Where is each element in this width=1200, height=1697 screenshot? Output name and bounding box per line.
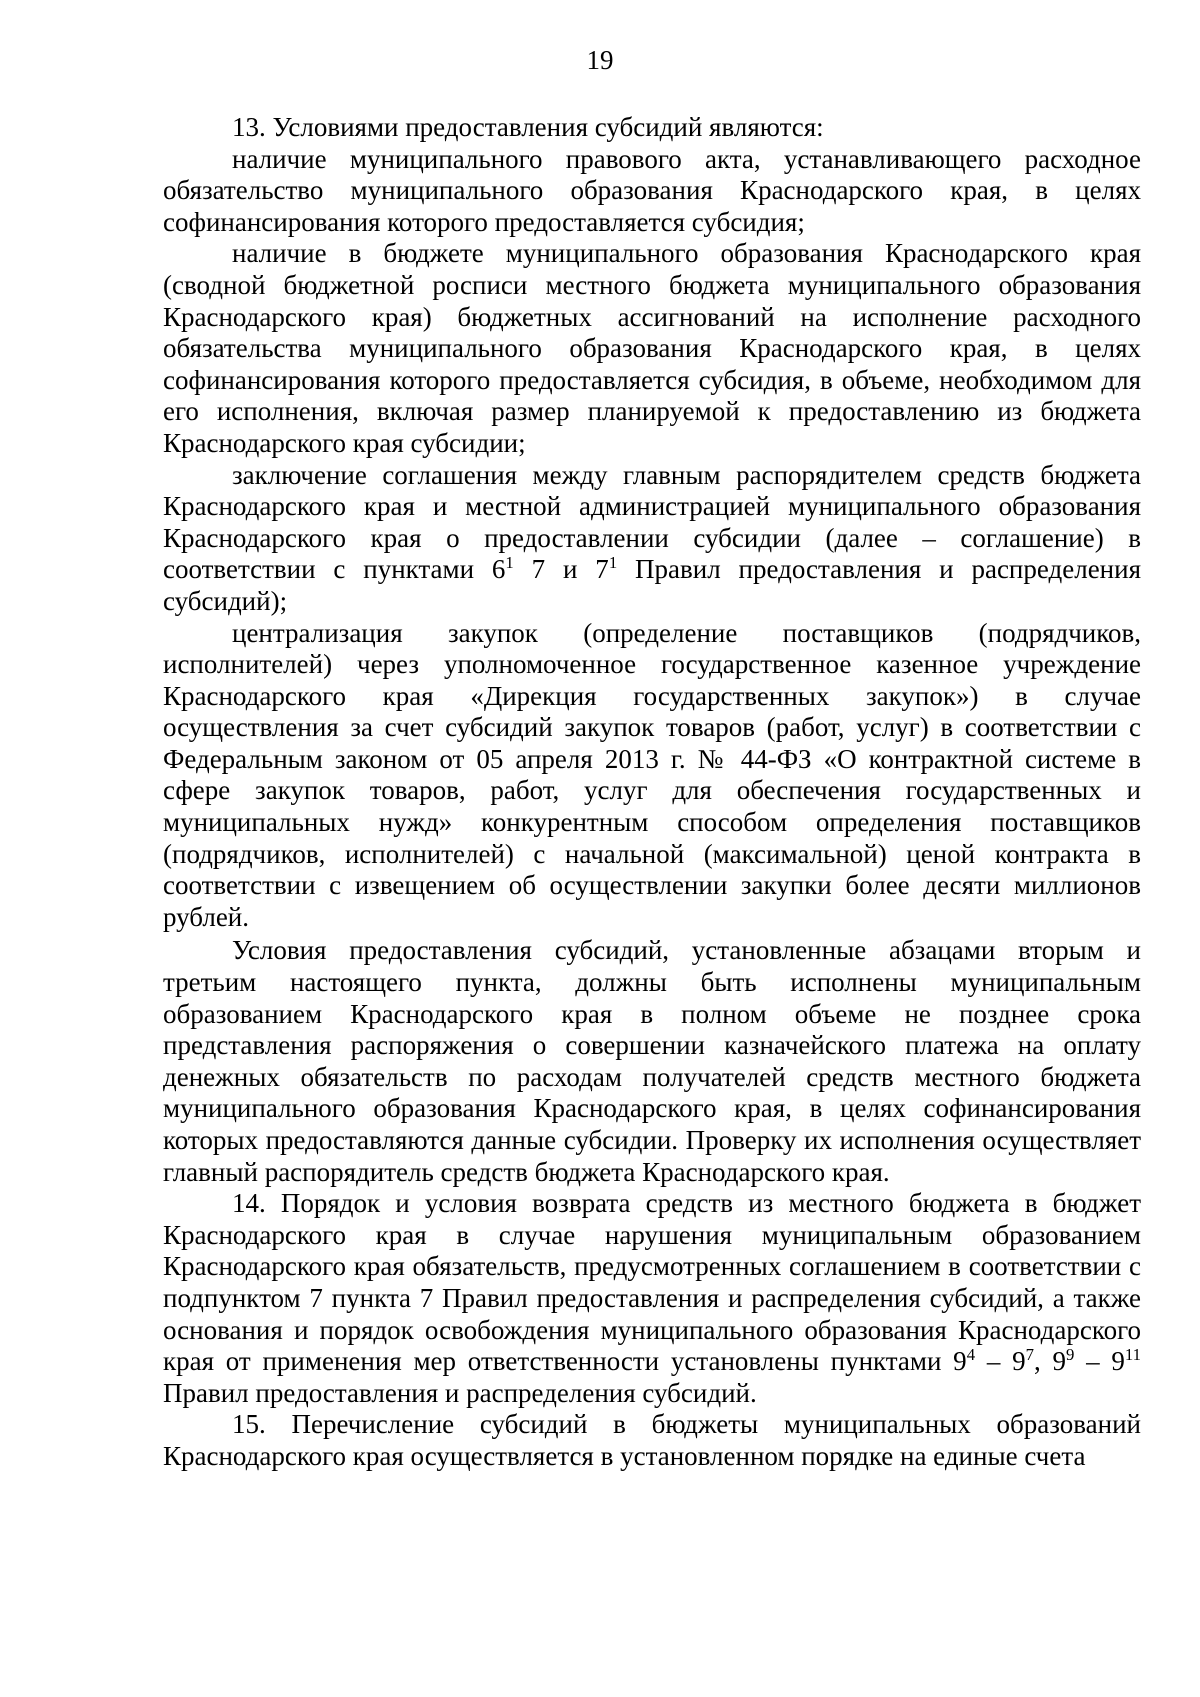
paragraph-condition-budget: наличие в бюджете муниципального образования Краснодарского края (сводной бюджетной росписи местного бюджета муниципального образования Краснодарского края) бюджетных ассигнований на исполнение расходного обязательства муниципального образования Краснодарского края, в целях софинансирования которого предоставляется субсидия, в объеме, необходимом для его исполнения, включая размер планируемой к предоставлению из бюджета Краснодарского края субсидии; bbox=[163, 238, 1141, 458]
agreement-text-3: Правил предоставления и распределения субсидий); bbox=[163, 554, 1141, 616]
paragraph-conditions-deadline: Условия предоставления субсидий, установленные абзацами вторым и третьим настоящего пункта, должны быть исполнены муниципальным образованием Краснодарского края в полном объеме не позднее срока представления распоряжения о совершении казначейского платежа на оплату денежных обязательств по расходам получателей средств местного бюджета муниципального образования Краснодарского края, в целях софинансирования которых предоставляются данные субсидии. Проверку их исполнения осуществляет главный распорядитель средств бюджета Краснодарского края. bbox=[163, 935, 1141, 1187]
paragraph-condition-procurement: централизация закупок (определение поставщиков (подрядчиков, исполнителей) через уполномоченное государственное казенное учреждение Краснодарского края «Дирекция государственных закупок») в случае осуществления за счет субсидий закупок товаров (работ, услуг) в соответствии с Федеральным законом от 05 апреля 2013 г. № 44-ФЗ «О контрактной системе в сфере закупок товаров, работ, услуг для обеспечения государственных и муниципальных нужд» конкурентным способом определения поставщиков (подрядчиков, исполнителей) с начальной (максимальной) ценой контракта в соответствии с извещением об осуществлении закупки более десяти миллионов рублей. bbox=[163, 617, 1141, 932]
refund-sup-1: 4 bbox=[966, 1345, 976, 1365]
refund-text-2: – 9 bbox=[975, 1346, 1026, 1377]
agreement-text-2: 7 и 7 bbox=[513, 554, 609, 585]
paragraph-condition-legal-act: наличие муниципального правового акта, устанавливающего расходное обязательство муниципального образования Краснодарского края, в целях софинансирования которого предоставляется субсидия; bbox=[163, 143, 1141, 237]
agreement-sup-2: 1 bbox=[608, 553, 618, 573]
agreement-text-1: заключение соглашения между главным распорядителем средств бюджета Краснодарского края и местной администрацией муниципального образования Краснодарского края о предоставлении субсидии (далее – соглашение) в соответствии с пунктами 6 bbox=[163, 459, 1141, 585]
agreement-sup-1: 1 bbox=[505, 553, 514, 573]
page-number: 19 bbox=[586, 45, 614, 75]
refund-text-4: – 9 bbox=[1074, 1346, 1125, 1377]
refund-sup-3: 9 bbox=[1065, 1345, 1075, 1365]
refund-sup-4: 11 bbox=[1124, 1345, 1142, 1365]
document-body bbox=[163, 112, 1141, 1473]
refund-sup-2: 7 bbox=[1025, 1345, 1034, 1365]
refund-text-1: 14. Порядок и условия возврата средств из местного бюджета в бюджет Краснодарского края в случае нарушения муниципальным образованием Краснодарского края обязательств, предусмотренных соглашением в соответствии с подпунктом 7 пункта 7 Правил предоставления и распределения субсидий, а также основания и порядок освобождения муниципального образования Краснодарского края от применения мер ответственности установлены пунктами 9 bbox=[163, 1188, 1141, 1377]
paragraph-15-transfer: 15. Перечисление субсидий в бюджеты муниципальных образований Краснодарского края осуществляется в установленном порядке на единые счета bbox=[163, 1409, 1141, 1471]
paragraph-condition-agreement bbox=[163, 460, 1141, 618]
refund-text-5: Правил предоставления и распределения субсидий. bbox=[163, 1377, 757, 1408]
paragraph-13-heading: 13. Условиями предоставления субсидий являются: bbox=[232, 112, 824, 142]
paragraph-14-refund bbox=[163, 1188, 1141, 1409]
refund-text-3: , 9 bbox=[1033, 1346, 1066, 1377]
